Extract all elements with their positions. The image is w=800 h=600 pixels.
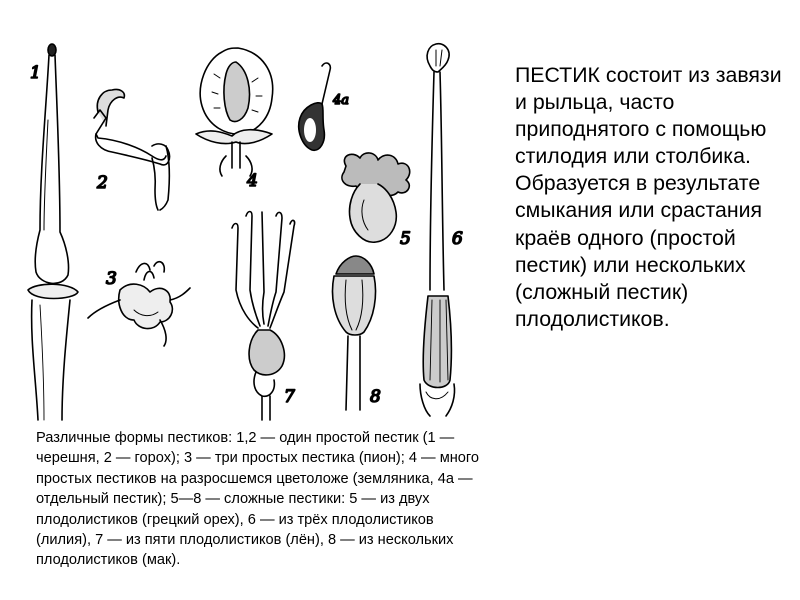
- figure-4a-single-pistil: [299, 63, 331, 150]
- figure-1-cherry-pistil: [28, 44, 78, 420]
- figure-6-lily-pistil: [420, 44, 455, 416]
- figure-label-3: 3: [106, 269, 117, 289]
- figure-label-1: 1: [30, 63, 41, 83]
- figure-label-4: 4: [247, 171, 258, 191]
- figure-label-4a: 4а: [333, 93, 350, 108]
- figure-label-8: 8: [370, 387, 381, 407]
- figure-4-strawberry-pistils: [196, 48, 273, 176]
- figure-caption: Различные формы пестиков: 1,2 — один простой пестик (1 — черешня, 2 — горох); 3 — три простых пестика (пион); 4 — много простых пестиков на разросшемся цветоложе (земляника, 4а — отдельный пестик); 5—8 — сложные пестики: 5 — из двух плодолистиков (грецкий орех), 6 — из трёх плодолистиков (лилия), 7 — из пяти плодолистиков (лён), 8 — из нескольких плодолистиков (мак).: [36, 430, 480, 569]
- figure-3-peony-pistils: [88, 262, 190, 346]
- figure-label-7: 7: [284, 387, 295, 407]
- figure-label-2: 2: [97, 173, 108, 193]
- figure-label-5: 5: [400, 229, 411, 249]
- figure-label-6: 6: [452, 229, 463, 249]
- pistil-definition-text: ПЕСТИК состоит из завязи и рыльца, часто приподнятого с помощью стилодия или столбика. Образуется в результате смыкания или срастания краёв одного (простой пестик) или нескольких (сложный пестик) плодолистиков.: [515, 63, 782, 331]
- pistil-illustration: [0, 0, 480, 430]
